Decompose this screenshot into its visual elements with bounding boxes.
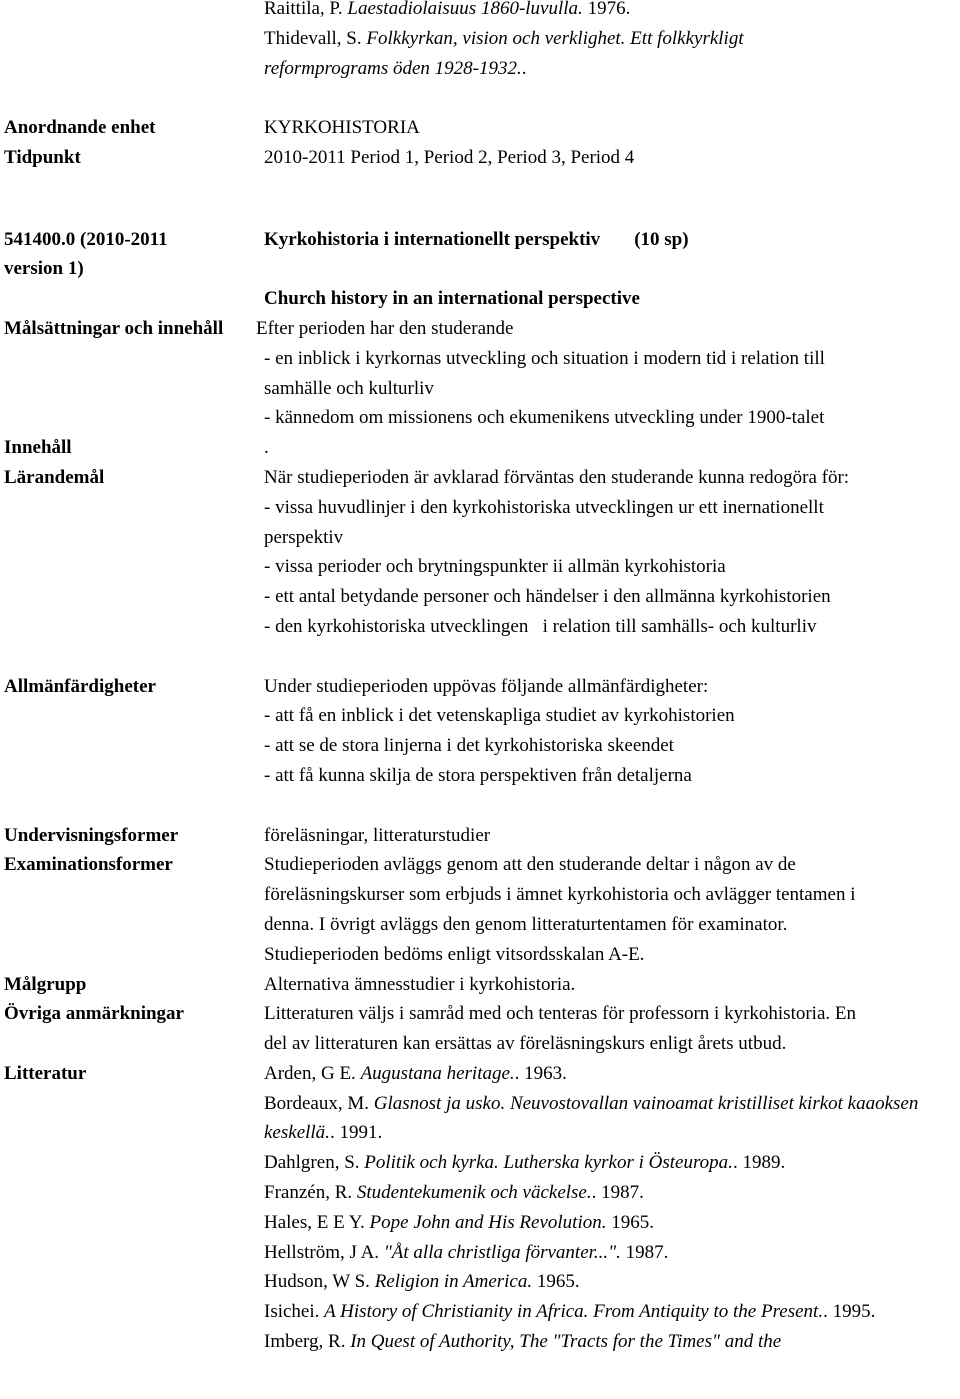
course-code-line: 541400.0 (2010-2011 [4,228,168,250]
literature-item [264,1089,958,1149]
skills-content [264,672,960,791]
teaching-value: föreläsningar, litteraturstudier [264,824,491,846]
literature-section [0,1059,960,1357]
remarks-section [0,999,960,1059]
exam-line: denna. I övrigt avläggs den genom litteraturtentamen för examinator. [264,913,788,935]
target-label: Målgrupp [4,973,87,995]
literature-year: . 1995. [823,1301,876,1323]
goals-line: - kännedom om missionens och ekumenikens utveckling under 1900-talet [264,407,825,429]
course-version-line: version 1) [4,258,84,280]
remarks-line: Litteraturen väljs i samråd med och tenteras för professorn i kyrkohistoria. En [264,1003,856,1025]
reference-title: Laestadiolaisuus 1860-luvulla. [347,0,583,19]
reference-author: Raittila, P. [264,0,348,19]
skills-line: - att få en inblick i det vetenskapliga studiet av kyrkohistorien [264,705,735,727]
literature-year: . 1991. [329,1122,383,1144]
literature-title: In Quest of Authority, The "Tracts for the Times" and the [350,1331,782,1353]
skills-label: Allmänfärdigheter [4,675,156,697]
content-section [0,433,960,463]
literature-author: Hudson, W S. [264,1271,375,1293]
outcomes-line: - vissa huvudlinjer i den kyrkohistoriska utvecklingen ur ett inernationellt [264,496,824,518]
top-ref-list [264,0,960,83]
goals-line: samhälle och kulturliv [264,377,434,399]
skills-line: - att se de stora linjerna i det kyrkohistoriska skeendet [264,735,674,757]
reference-year: . [521,57,527,79]
target-section [0,970,960,1000]
goals-line: - en inblick i kyrkornas utveckling och situation i modern tid i relation till [264,347,825,369]
exam-section [0,850,960,969]
literature-title: Augustana heritage. [360,1062,515,1084]
spacer [0,173,960,203]
outcomes-line: När studieperioden är avklarad förväntas den studerande kunna redogöra för: [264,466,850,488]
goals-content [256,314,960,433]
literature-author: Hales, E E Y. [264,1211,370,1233]
outcomes-content [264,463,960,642]
course-title-block [264,225,960,314]
time-label: Tidpunkt [4,146,81,168]
skills-section [0,672,960,791]
course-heading [0,225,960,314]
target-value: Alternativa ämnesstudier i kyrkohistoria. [264,973,576,995]
literature-author: Dahlgren, S. [264,1152,365,1174]
outcomes-line: - ett antal betydande personer och händelser i den allmänna kyrkohistorien [264,586,831,608]
content-value: . [264,437,269,459]
literature-item [264,1267,958,1297]
literature-item [264,1178,958,1208]
course-credits: (10 sp) [634,228,689,250]
goals-label: Målsättningar och innehåll [4,317,224,339]
spacer [0,203,960,225]
literature-title: A History of Christianity in Africa. From Antiquity to the Present. [324,1301,824,1323]
time-value: 2010-2011 Period 1, Period 2, Period 3, Period 4 [264,146,635,168]
literature-item [264,1208,958,1238]
top-references [0,0,960,83]
literature-title: "Åt alla christliga förvanter...". [383,1241,621,1263]
exam-line: Studieperioden bedöms enligt vitsordsskalan A-E. [264,943,645,965]
exam-line: föreläsningskurser som erbjuds i ämnet kyrkohistoria och avlägger tentamen i [264,884,856,906]
content-label: Innehåll [4,437,72,459]
literature-year: . 1987. [591,1182,644,1204]
course-code [0,225,264,314]
literature-title: Politik och kyrka. Lutherska kyrkor i Östeuropa. [364,1152,733,1174]
literature-list [264,1059,960,1357]
outcomes-line: perspektiv [264,526,344,548]
skills-line: - att få kunna skilja de stora perspektiven från detaljerna [264,764,692,786]
exam-line: Studieperioden avläggs genom att den studerande deltar i någon av de [264,854,796,876]
meta-time-row [0,143,960,173]
literature-item [264,1327,958,1357]
literature-author: Bordeaux, M. [264,1092,374,1114]
literature-item [264,1148,958,1178]
literature-author: Imberg, R. [264,1331,351,1353]
literature-label: Litteratur [4,1062,87,1084]
label-empty [0,0,264,83]
literature-item [264,1238,958,1268]
literature-year: . 1963. [514,1062,567,1084]
reference-author: Thidevall, S. [264,27,367,49]
outcomes-line: - den kyrkohistoriska utvecklingen i relation till samhälls- och kulturliv [264,615,817,637]
outcomes-label: Lärandemål [4,466,105,488]
skills-line: Under studieperioden uppövas följande allmänfärdigheter: [264,675,709,697]
course-title-en: Church history in an international perspective [264,288,640,310]
teaching-label: Undervisningsformer [4,824,179,846]
meta-parent-row [0,113,960,143]
literature-author: Franzén, R. [264,1182,357,1204]
course-title-line [264,225,958,255]
goals-section [0,314,960,433]
parent-unit-value: KYRKOHISTORIA [264,117,420,139]
literature-item [264,1059,958,1089]
literature-year: 1965. [532,1271,580,1293]
literature-year: 1987. [620,1241,669,1263]
remarks-label: Övriga anmärkningar [4,1003,184,1025]
reference-title: Folkkyrkan, vision och verklighet. Ett folkkyrkligt reformprograms öden 1928-1932. [264,27,744,79]
literature-title: Studentekumenik och väckelse. [356,1182,592,1204]
outcomes-line: - vissa perioder och brytningspunkter ii allmän kyrkohistoria [264,556,726,578]
literature-author: Hellström, J A. [264,1241,384,1263]
literature-title: Pope John and His Revolution. [369,1211,607,1233]
reference-item [264,24,824,84]
literature-item [264,1297,958,1327]
teaching-section [0,821,960,851]
literature-title: Religion in America. [374,1271,533,1293]
spacer [0,83,960,113]
goals-line: Efter perioden har den studerande [256,317,514,339]
exam-label: Examinationsformer [4,854,173,876]
reference-year: 1976. [582,0,631,19]
parent-unit-label: Anordnande enhet [4,117,156,139]
literature-author: Arden, G E. [264,1062,361,1084]
literature-title: Glasnost ja usko. Neuvostovallan vainoamat kristilliset kirkot kaaoksen keskellä. [264,1092,919,1144]
outcomes-section [0,463,960,642]
literature-year: 1965. [606,1211,654,1233]
exam-content [264,850,960,969]
literature-author: Isichei. [264,1301,325,1323]
spacer [0,642,960,672]
remarks-line: del av litteraturen kan ersättas av föreläsningskurs enligt årets utbud. [264,1033,787,1055]
course-version-spacer [264,254,958,284]
remarks-content [264,999,960,1059]
spacer [0,791,960,821]
literature-year: . 1989. [732,1152,786,1174]
course-title-sv: Kyrkohistoria i internationellt perspektiv [264,228,601,250]
reference-item [264,0,958,24]
